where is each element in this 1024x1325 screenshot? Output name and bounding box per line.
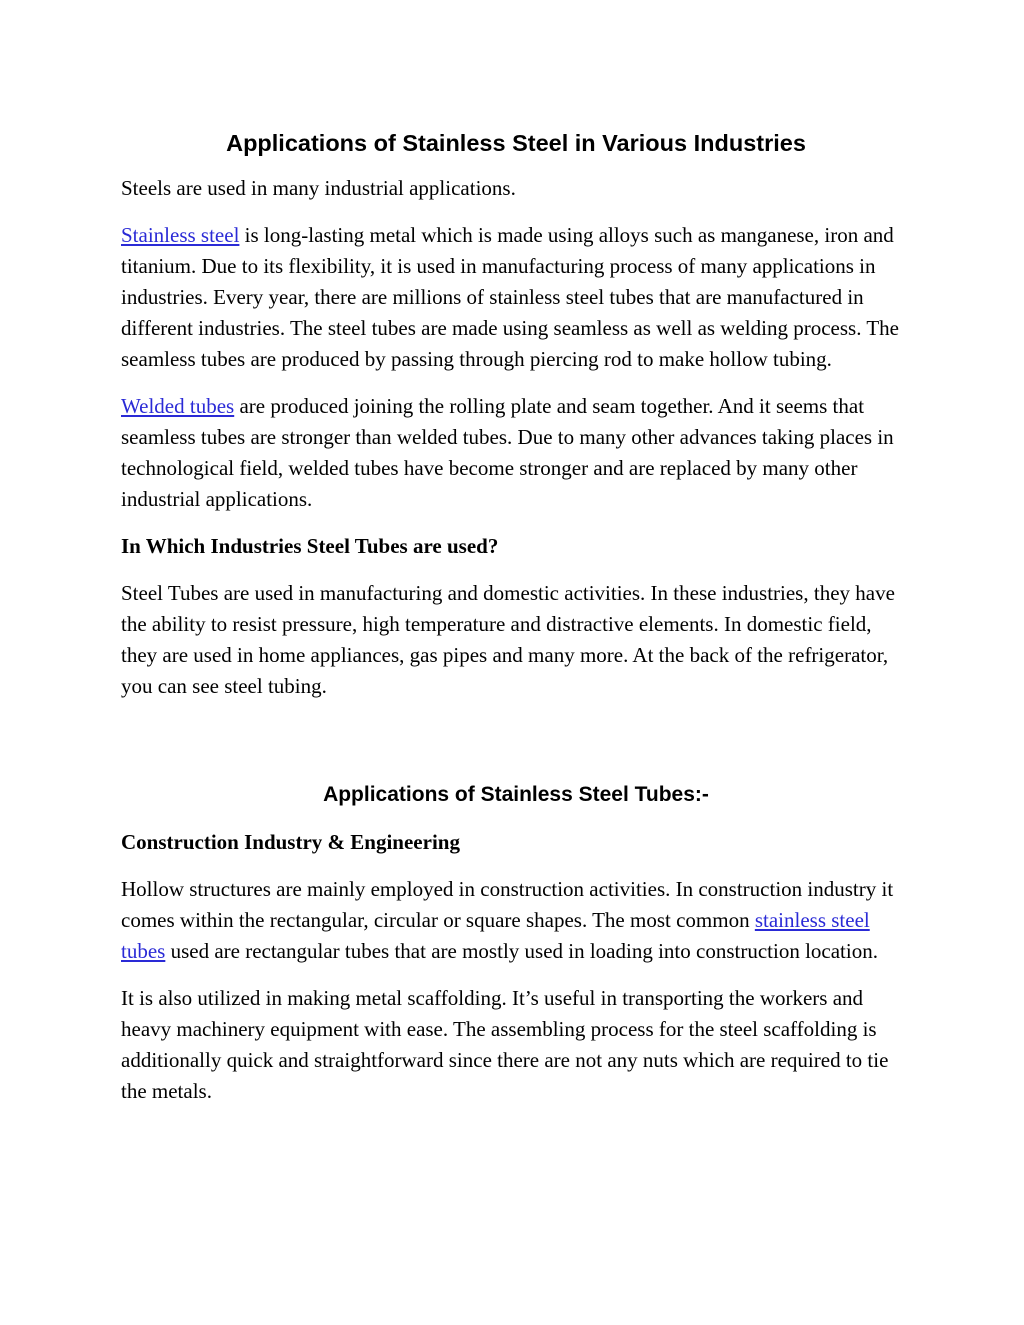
stainless-steel-paragraph bbox=[121, 220, 911, 375]
page-title: Applications of Stainless Steel in Various Industries bbox=[226, 130, 806, 156]
construction-heading: Construction Industry & Engineering bbox=[121, 830, 460, 854]
scaffolding-paragraph: It is also utilized in making metal scaffolding. It’s useful in transporting the workers and heavy machinery equipment with ease. The assembling process for the steel scaffolding is additionally quick and straightforward since there are not any nuts which are required to tie the metals. bbox=[121, 986, 889, 1103]
stainless-steel-link[interactable]: Stainless steel bbox=[121, 223, 240, 247]
hollow-structures-text-after: used are rectangular tubes that are mostly used in loading into construction location. bbox=[165, 939, 878, 963]
industries-paragraph: Steel Tubes are used in manufacturing and domestic activities. In these industries, they have the ability to resist pressure, high temperature and distractive elements. In domestic field, they are used in home appliances, gas pipes and many more. At the back of the refrigerator, you can see steel tubing. bbox=[121, 581, 895, 698]
welded-tubes-link[interactable]: Welded tubes bbox=[121, 394, 235, 418]
document-page bbox=[121, 0, 911, 1107]
section-subtitle: Applications of Stainless Steel Tubes:- bbox=[323, 783, 709, 806]
hollow-structures-paragraph bbox=[121, 874, 911, 967]
stainless-steel-tubes-link[interactable]: stainless steel tubes bbox=[121, 908, 870, 963]
hollow-structures-text-before: Hollow structures are mainly employed in construction activities. In construction industry it comes within the rectangular, circular or square shapes. The most common bbox=[121, 877, 894, 932]
welded-tubes-paragraph bbox=[121, 391, 911, 515]
industries-heading: In Which Industries Steel Tubes are used? bbox=[121, 534, 499, 558]
intro-paragraph: Steels are used in many industrial applications. bbox=[121, 176, 516, 200]
welded-tubes-paragraph-text: are produced joining the rolling plate and seam together. And it seems that seamless tubes are stronger than welded tubes. Due to many other advances taking places in technological field, welded tubes have become stronger and are replaced by many other industrial applications. bbox=[121, 394, 894, 511]
stainless-steel-paragraph-text: is long-lasting metal which is made using alloys such as manganese, iron and titanium. Due to its flexibility, it is used in manufacturing process of many applications in industries. Every year, there are millions of stainless steel tubes that are manufactured in different industries. The steel tubes are made using seamless as well as welding process. The seamless tubes are produced by passing through piercing rod to make hollow tubing. bbox=[121, 223, 899, 371]
